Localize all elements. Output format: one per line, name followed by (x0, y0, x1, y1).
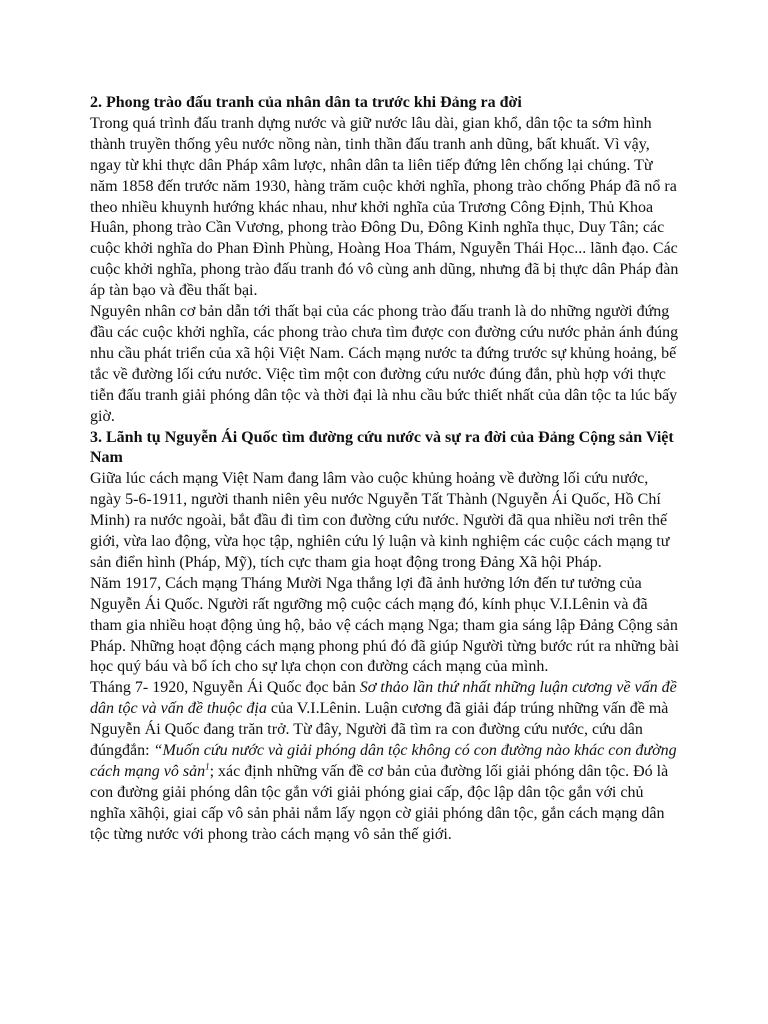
section-2-heading: 2. Phong trào đấu tranh của nhân dân ta trước khi Đảng ra đời (90, 94, 522, 111)
paragraph-3-text-3: ; xác định những vấn đề cơ bản của đường lối giải phóng dân tộc. Đó là con đường giải phóng dân tộc gắn với giải phóng giai cấp, độc lập dân tộc gắn với chủ nghĩa xãhội, giai cấp vô sản phải nắm lấy ngọn cờ giải phóng dân tộc, gắn cách mạng dân tộc từng nước với phong trào cách mạng vô sản thế giới. (90, 763, 669, 843)
section-2-paragraph-1: Trong quá trình đấu tranh dựng nước và giữ nước lâu dài, gian khổ, dân tộc ta sớm hình thành truyền thống yêu nước nồng nàn, tinh thần đấu tranh anh dũng, bất khuất. Vì vậy, ngay từ khi thực dân Pháp xâm lược, nhân dân ta liên tiếp đứng lên chống lại chúng. Từ năm 1858 đến trước năm 1930, hàng trăm cuộc khởi nghĩa, phong trào chống Pháp đã nổ ra theo nhiều khuynh hướng khác nhau, như khởi nghĩa của Trương Công Định, Thủ Khoa Huân, phong trào Cần Vương, phong trào Đông Du, Đông Kinh nghĩa thục, Duy Tân; các cuộc khởi nghĩa do Phan Đình Phùng, Hoàng Hoa Thám, Nguyễn Thái Học... lãnh đạo. Các cuộc khởi nghĩa, phong trào đấu tranh đó vô cùng anh dũng, nhưng đã bị thực dân Pháp đàn áp tàn bạo và đều thất bại. (90, 114, 679, 300)
section-2-paragraph-2: Nguyên nhân cơ bản dẫn tới thất bại của các phong trào đấu tranh là do những người đứng đầu các cuộc khởi nghĩa, các phong trào chưa tìm được con đường cứu nước phản ánh đúng nhu cầu phát triển của xã hội Việt Nam. Cách mạng nước ta đứng trước sự khủng hoảng, bế tắc về đường lối cứu nước. Việc tìm một con đường cứu nước đúng đắn, phù hợp với thực tiễn đấu tranh giải phóng dân tộc và thời đại là nhu cầu bức thiết nhất của dân tộc ta lúc bấy giờ. (90, 303, 679, 425)
section-3-heading: 3. Lãnh tụ Nguyễn Ái Quốc tìm đường cứu nước và sự ra đời của Đảng Cộng sản Việt Nam (90, 428, 674, 467)
document-page (90, 93, 680, 846)
section-3-paragraph-2: Năm 1917, Cách mạng Tháng Mười Nga thắng lợi đã ảnh hưởng lớn đến tư tưởng của Nguyễn Ái Quốc. Người rất ngưỡng mộ cuộc cách mạng đó, kính phục V.I.Lênin và đã tham gia nhiều hoạt động ủng hộ, bảo vệ cách mạng Nga; tham gia sáng lập Đảng Cộng sản Pháp. Những hoạt động cách mạng phong phú đó đã giúp Người từng bước rút ra những bài học quý báu và bổ ích cho sự lựa chọn con đường cách mạng của mình. (90, 574, 680, 676)
footnote-marker[interactable]: 1 (205, 761, 210, 772)
section-3-paragraph-1: Giữa lúc cách mạng Việt Nam đang lâm vào cuộc khủng hoảng về đường lối cứu nước, ngày 5-6-1911, người thanh niên yêu nước Nguyễn Tất Thành (Nguyễn Ái Quốc, Hồ Chí Minh) ra nước ngoài, bắt đầu đi tìm con đường cứu nước. Người đã qua nhiều nơi trên thế giới, vừa lao động, vừa học tập, nghiên cứu lý luận và kinh nghiệm các cuộc cách mạng tư sản điển hình (Pháp, Mỹ), tích cực tham gia hoạt động trong Đảng Xã hội Pháp. (90, 470, 670, 571)
paragraph-3-text-2: của V.I.Lênin. Luận cương đã giải đáp trúng những vấn đề mà Nguyễn Ái Quốc đang trăn trở. Từ đây, Người đã tìm ra con đường cứu nước, cứu dân đúngđắn: (90, 700, 669, 760)
section-3-paragraph-3 (90, 678, 680, 845)
paragraph-3-work-title: Sơ thảo lần thứ nhất những luận cương về vấn đề dân tộc và vấn đề thuộc địa (90, 679, 677, 718)
paragraph-3-text-1: Tháng 7- 1920, Nguyễn Ái Quốc đọc bản (90, 679, 360, 697)
paragraph-3-quote: “Muốn cứu nước và giải phóng dân tộc không có con đường nào khác con đường cách mạng vô sản (90, 742, 677, 780)
